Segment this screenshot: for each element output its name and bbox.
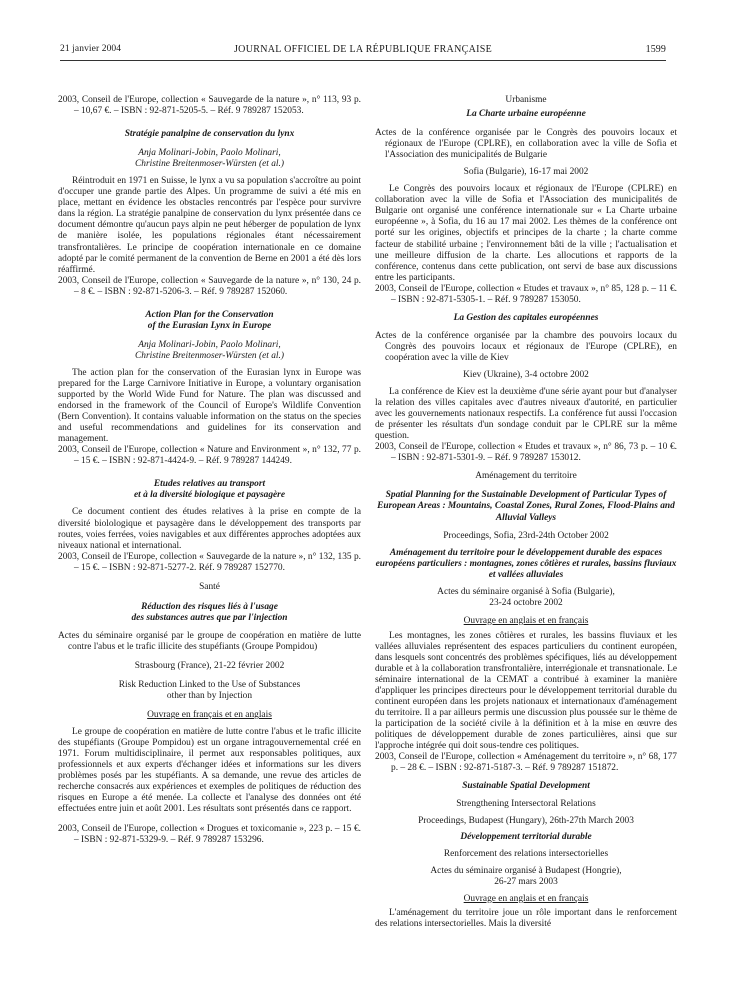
- entry-title: et à la diversité biologique et paysagère: [133, 490, 285, 501]
- entry-language-note: Ouvrage en anglais et en français: [463, 893, 589, 904]
- entry-intro: Actes de la conférence organisée par le Congrès des pouvoirs locaux et régionaux de l'Europe (CPLRE), en collaboration avec la ville de Sofia et l'Association des municipalités de Bulgarie: [375, 128, 677, 161]
- left-column: [58, 95, 361, 846]
- entry-abstract: La conférence de Kiev est la deuxième d'une série ayant pour but d'analyser la relation des villes capitales avec d'autres niveaux d'autorité, en particulier avec les gouvernements nationaux respectifs. La conférence fut aussi l'occasion de présenter les résultats d'un sondage conduit par le CPLRE sur la même question.: [375, 387, 677, 442]
- page-number: 1599: [645, 44, 666, 55]
- entry-spatial-planning: [375, 490, 677, 774]
- entry-language-note: Ouvrage en français et en anglais: [147, 710, 272, 721]
- entry-title: Etudes relatives au transport: [153, 479, 266, 490]
- entry-seminar: Actes du séminaire organisé à Budapest (Hongrie),: [430, 865, 622, 876]
- entry-subtitle: Strengthening Intersectoral Relations: [456, 798, 596, 809]
- entry-reference: 2003, Conseil de l'Europe, collection « Etudes et travaux », n° 85, 128 p. – 11 €. – ISBN : 92-871-5305-1. – Réf. 9 789287 153050.: [375, 283, 677, 305]
- entry-transport-diversity: [58, 479, 361, 573]
- entry-title: Action Plan for the Conservation: [145, 309, 274, 320]
- journal-title: JOURNAL OFFICIEL DE LA RÉPUBLIQUE FRANÇAISE: [233, 44, 492, 55]
- entry-lynx-strategy: [58, 129, 361, 298]
- entry-title: Sustainable Spatial Development: [462, 781, 590, 792]
- entry-place-date: Strasbourg (France), 21-22 février 2002: [134, 660, 285, 671]
- entry-abstract: Le Congrès des pouvoirs locaux et régionaux de l'Europe (CPLRE) en collaboration avec la ville de Sofia et l'Association des municipalités de Bulgarie ont organisé une conférence internationale sur « La Charte urbaine européenne », à Sofia, du 16 au 17 mai 2002. Les thèmes de la conférence ont porté sur les origines, objectifs et principes de la charte ; la charte comme facteur de stabilité urbaine ; l'environnement bâti de la ville ; l'actualisation et une meilleure diffusion de la charte. Les allocutions et rapports de la conférence, contenus dans cette publication, ont servi de base aux discussions entre les participants.: [375, 184, 677, 283]
- entry-reference: 2003, Conseil de l'Europe, collection « Sauvegarde de la nature », n° 130, 24 p. – 8 €. – ISBN : 92-871-5206-3. – Réf. 9 789287 152060.: [58, 275, 361, 297]
- entry-title: Spatial Planning for the Sustainable Development of Particular Types of European Areas : Mountains, Coastal Zones, Rural Zones, Flood-Plains and Alluvial Valleys: [377, 490, 675, 523]
- entry-abstract: Ce document contient des études relatives à la prise en compte de la diversité biolologique et paysagère dans le développement des transports par routes, voies ferrées, voies navigables et aux différentes approches adoptées aux niveaux national et international.: [58, 507, 361, 551]
- entry-place-date: Sofia (Bulgarie), 16-17 mai 2002: [463, 167, 589, 178]
- entry-title: La Charte urbaine européenne: [466, 109, 586, 120]
- right-column: [375, 95, 677, 930]
- entry-subtitle: Renforcement des relations intersectorielles: [443, 848, 609, 859]
- entry-seminar: 26-27 mars 2003: [494, 876, 558, 887]
- header-rule: [60, 60, 666, 61]
- entry-seminar: Actes du séminaire organisé à Sofia (Bulgarie),: [437, 586, 615, 597]
- entry-abstract: L'aménagement du territoire joue un rôle important dans le renforcement des relations intersectorielles. Mais la diversité: [375, 907, 677, 929]
- entry-urban-charter: [375, 109, 677, 306]
- entry-seminar: 23-24 octobre 2002: [489, 597, 563, 608]
- entry-english-title: other than by Injection: [166, 691, 253, 702]
- entry-abstract: The action plan for the conservation of the Eurasian lynx in Europe was prepared for the Large Carnivore Initiative in Europe, a voluntary organisation supported by the World Wide Fund for Nature. The plan was discussed and endorsed in the framework of the Council of Europe's Wildlife Convention (Bern Convention). It contains valuable information on the status on the species and useful recommendations and guidelines for its conservation and management.: [58, 367, 361, 445]
- entry-language-note: Ouvrage en anglais et en français: [463, 615, 589, 626]
- entry-intro: Actes de la conférence organisée par la chambre des pouvoirs locaux du Congrès des pouvoirs locaux et régionaux de l'Europe (CPLRE), en coopération avec la ville de Kiev: [375, 330, 677, 363]
- entry-reference: 2003, Conseil de l'Europe, collection « Sauvegarde de la nature », n° 113, 93 p. – 10,67 €. – ISBN : 92-871-5205-5. – Réf. 9 789287 152053.: [58, 95, 361, 117]
- entry-reference: 2003, Conseil de l'Europe, collection « Nature and Environment », n° 132, 77 p. – 15 €. – ISBN : 92-871-4424-9. – Réf. 9 789287 144249.: [58, 445, 361, 467]
- entry-reference: 2003, Conseil de l'Europe, collection « Etudes et travaux », n° 86, 73 p. – 10 €. – ISBN : 92-871-5301-9. – Réf. 9 789287 153012.: [375, 442, 677, 464]
- entry-title: of the Eurasian Lynx in Europe: [147, 320, 272, 331]
- entry-intro: Actes du séminaire organisé par le groupe de coopération en matière de lutte contre l'abus et le trafic illicite des stupéfiants (Groupe Pompidou): [58, 630, 361, 652]
- entry-capitals-management: [375, 313, 677, 465]
- section-heading: Santé: [199, 581, 220, 592]
- entry-proceedings: Proceedings, Sofia, 23rd-24th October 2002: [443, 530, 609, 541]
- entry-title: Réduction des risques liés à l'usage: [141, 601, 278, 612]
- entry-authors: Christine Breitenmoser-Würsten (et al.): [135, 159, 284, 170]
- section-heading: Aménagement du territoire: [475, 471, 577, 482]
- section-heading: Urbanisme: [505, 95, 547, 105]
- page-header: [60, 44, 666, 60]
- header-date: 21 janvier 2004: [60, 44, 122, 54]
- entry-reference: 2003, Conseil de l'Europe, collection « Aménagement du territoire », n° 68, 177 p. – 28 €. – ISBN : 92-871-5187-3. – Réf. 9 789287 151872.: [375, 752, 677, 774]
- entry-english-title: Risk Reduction Linked to the Use of Substances: [118, 680, 301, 691]
- entry-abstract: Le groupe de coopération en matière de lutte contre l'abus et le trafic illicite des stupéfiants (Groupe Pompidou) est un organe intragouvernemental créé en 1971. Forum multidisciplinaire, il permet aux responsables politiques, aux professionnels et aux experts d'échanger idées et informations sur les divers problèmes posés par les stupéfiants. A sa demande, une revue des articles de recherche consacrés aux expériences et exemples de politiques de réduction des risques en Europe a été menée. La collecte et l'analyse des données ont été effectuées entre juin et août 2001. Les résultats sont présentés dans ce rapport.: [58, 727, 361, 815]
- entry-proceedings: Proceedings, Budapest (Hungary), 26th-27th March 2003: [418, 815, 634, 826]
- entry-title: Stratégie panalpine de conservation du lynx: [124, 129, 295, 140]
- entry-reference: 2003, Conseil de l'Europe, collection « Sauvegarde de la nature », n° 132, 135 p. – 15 €. – ISBN : 92-871-5277-2. Réf. 9 789287 152770.: [58, 551, 361, 573]
- entry-reference: 2003, Conseil de l'Europe, collection « Drogues et toxicomanie », 223 p. – 15 €. – ISBN : 92-871-5329-9. – Réf. 9 789287 153296.: [58, 823, 361, 845]
- entry-authors: Anja Molinari-Jobin, Paolo Molinari,: [138, 148, 281, 159]
- entry-title: des substances autres que par l'injection: [131, 612, 288, 623]
- entry-abstract: Les montagnes, les zones côtières et rurales, les bassins fluviaux et les vallées alluviales représentent des espaces particuliers du continent européen, dans lesquels sont concentrés des problèmes spécifiques, liés au développement durable et à la collaboration transfrontalière, interrégionale et transnationale. Le séminaire international de la CEMAT a contribué à examiner la manière d'appliquer les principes directeurs pour le développement territorial durable du continent européen dans les projets nationaux et internationaux d'aménagement du territoire. Il a par ailleurs permis une discussion plus poussée sur le thème de la participation de la société civile à la définition et à la mise en œuvre des politiques de développement durable de zones particulières, ainsi que sur l'approche intégrée qui doit sous-tendre ces politiques.: [375, 630, 677, 752]
- entry-sustainable-development: [375, 781, 677, 929]
- entry-french-title: Aménagement du territoire pour le développement durable des espaces européens particuliers : montagnes, zones côtières et rurales, bassins fluviaux et vallées alluviales: [375, 547, 677, 580]
- entry-french-title: Développement territorial durable: [460, 831, 592, 842]
- entry-place-date: Kiev (Ukraine), 3-4 octobre 2002: [463, 369, 589, 380]
- entry-title: La Gestion des capitales européennes: [453, 312, 599, 323]
- entry-lynx-action-plan: [58, 310, 361, 468]
- entry-authors: Anja Molinari-Jobin, Paolo Molinari,: [138, 339, 281, 350]
- entry-risk-reduction: [58, 602, 361, 846]
- entry-abstract: Réintroduit en 1971 en Suisse, le lynx a vu sa population s'accroître au point d'occuper une grande partie des Alpes. Un programme de suivi a été mis en place, mettant en évidence les obstacles rencontrés par l'espèce pour survivre dans la région. La stratégie panalpine de conservation du lynx présentée dans ce document démontre qu'aucun pays alpin ne peut héberger de population de lynx de manière isolée, les populations régionales étant nécessairement transfrontalières. Le principe de coopération internationale en ce domaine adopté par le comité permanent de la convention de Berne en 2001 a été dès lors réaffirmé.: [58, 176, 361, 275]
- entry-authors: Christine Breitenmoser-Würsten (et al.): [135, 350, 284, 361]
